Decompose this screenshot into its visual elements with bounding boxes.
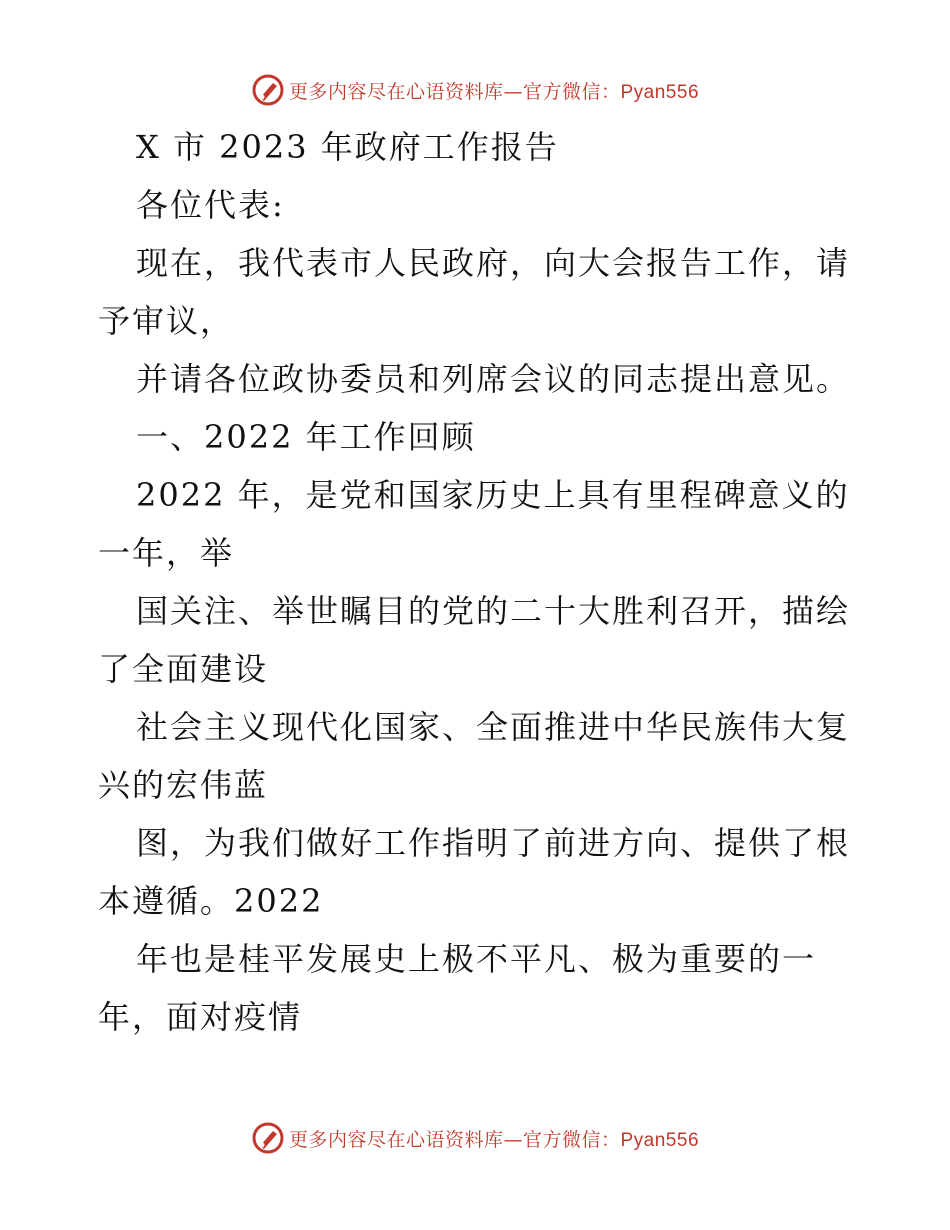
- document-line: 兴的宏伟蓝: [98, 766, 269, 804]
- pen-logo-icon: [251, 1121, 285, 1155]
- document-line: 了全面建设: [98, 650, 269, 688]
- pen-logo-icon: [251, 73, 285, 107]
- watermark-contact-label: 官方微信：: [522, 80, 621, 103]
- watermark-separator: —: [503, 1128, 523, 1151]
- document-line: 一、2022 年工作回顾: [136, 418, 476, 456]
- watermark-contact-id: Pyan556: [620, 1129, 700, 1151]
- document-line: 本遵循。2022: [98, 882, 324, 920]
- watermark-contact-id: Pyan556: [620, 81, 700, 103]
- document-line: X 市 2023 年政府工作报告: [136, 128, 559, 166]
- watermark-brand: 更多内容尽在心语资料库: [288, 80, 504, 103]
- document-body: [98, 118, 868, 1046]
- watermark-brand: 更多内容尽在心语资料库: [288, 1128, 504, 1151]
- document-line: 社会主义现代化国家、全面推进中华民族伟大复: [136, 708, 851, 746]
- document-line: 现在，我代表市人民政府，向大会报告工作，请: [136, 244, 851, 282]
- watermark-contact-label: 官方微信：: [522, 1128, 621, 1151]
- document-line: 予审议，: [98, 302, 235, 340]
- header-watermark: [0, 70, 950, 110]
- document-line: 并请各位政协委员和列席会议的同志提出意见。: [136, 360, 851, 398]
- document-line: 图，为我们做好工作指明了前进方向、提供了根: [136, 824, 851, 862]
- document-line: 2022 年，是党和国家历史上具有里程碑意义的: [136, 476, 850, 514]
- document-line: 各位代表:: [136, 186, 285, 224]
- document-line: 年也是桂平发展史上极不平凡、极为重要的一: [136, 940, 817, 978]
- footer-watermark: [0, 1118, 950, 1158]
- document-line: 年，面对疫情: [98, 998, 303, 1036]
- watermark-separator: —: [503, 80, 523, 103]
- document-line: 一年，举: [98, 534, 235, 572]
- document-line: 国关注、举世瞩目的党的二十大胜利召开，描绘: [136, 592, 851, 630]
